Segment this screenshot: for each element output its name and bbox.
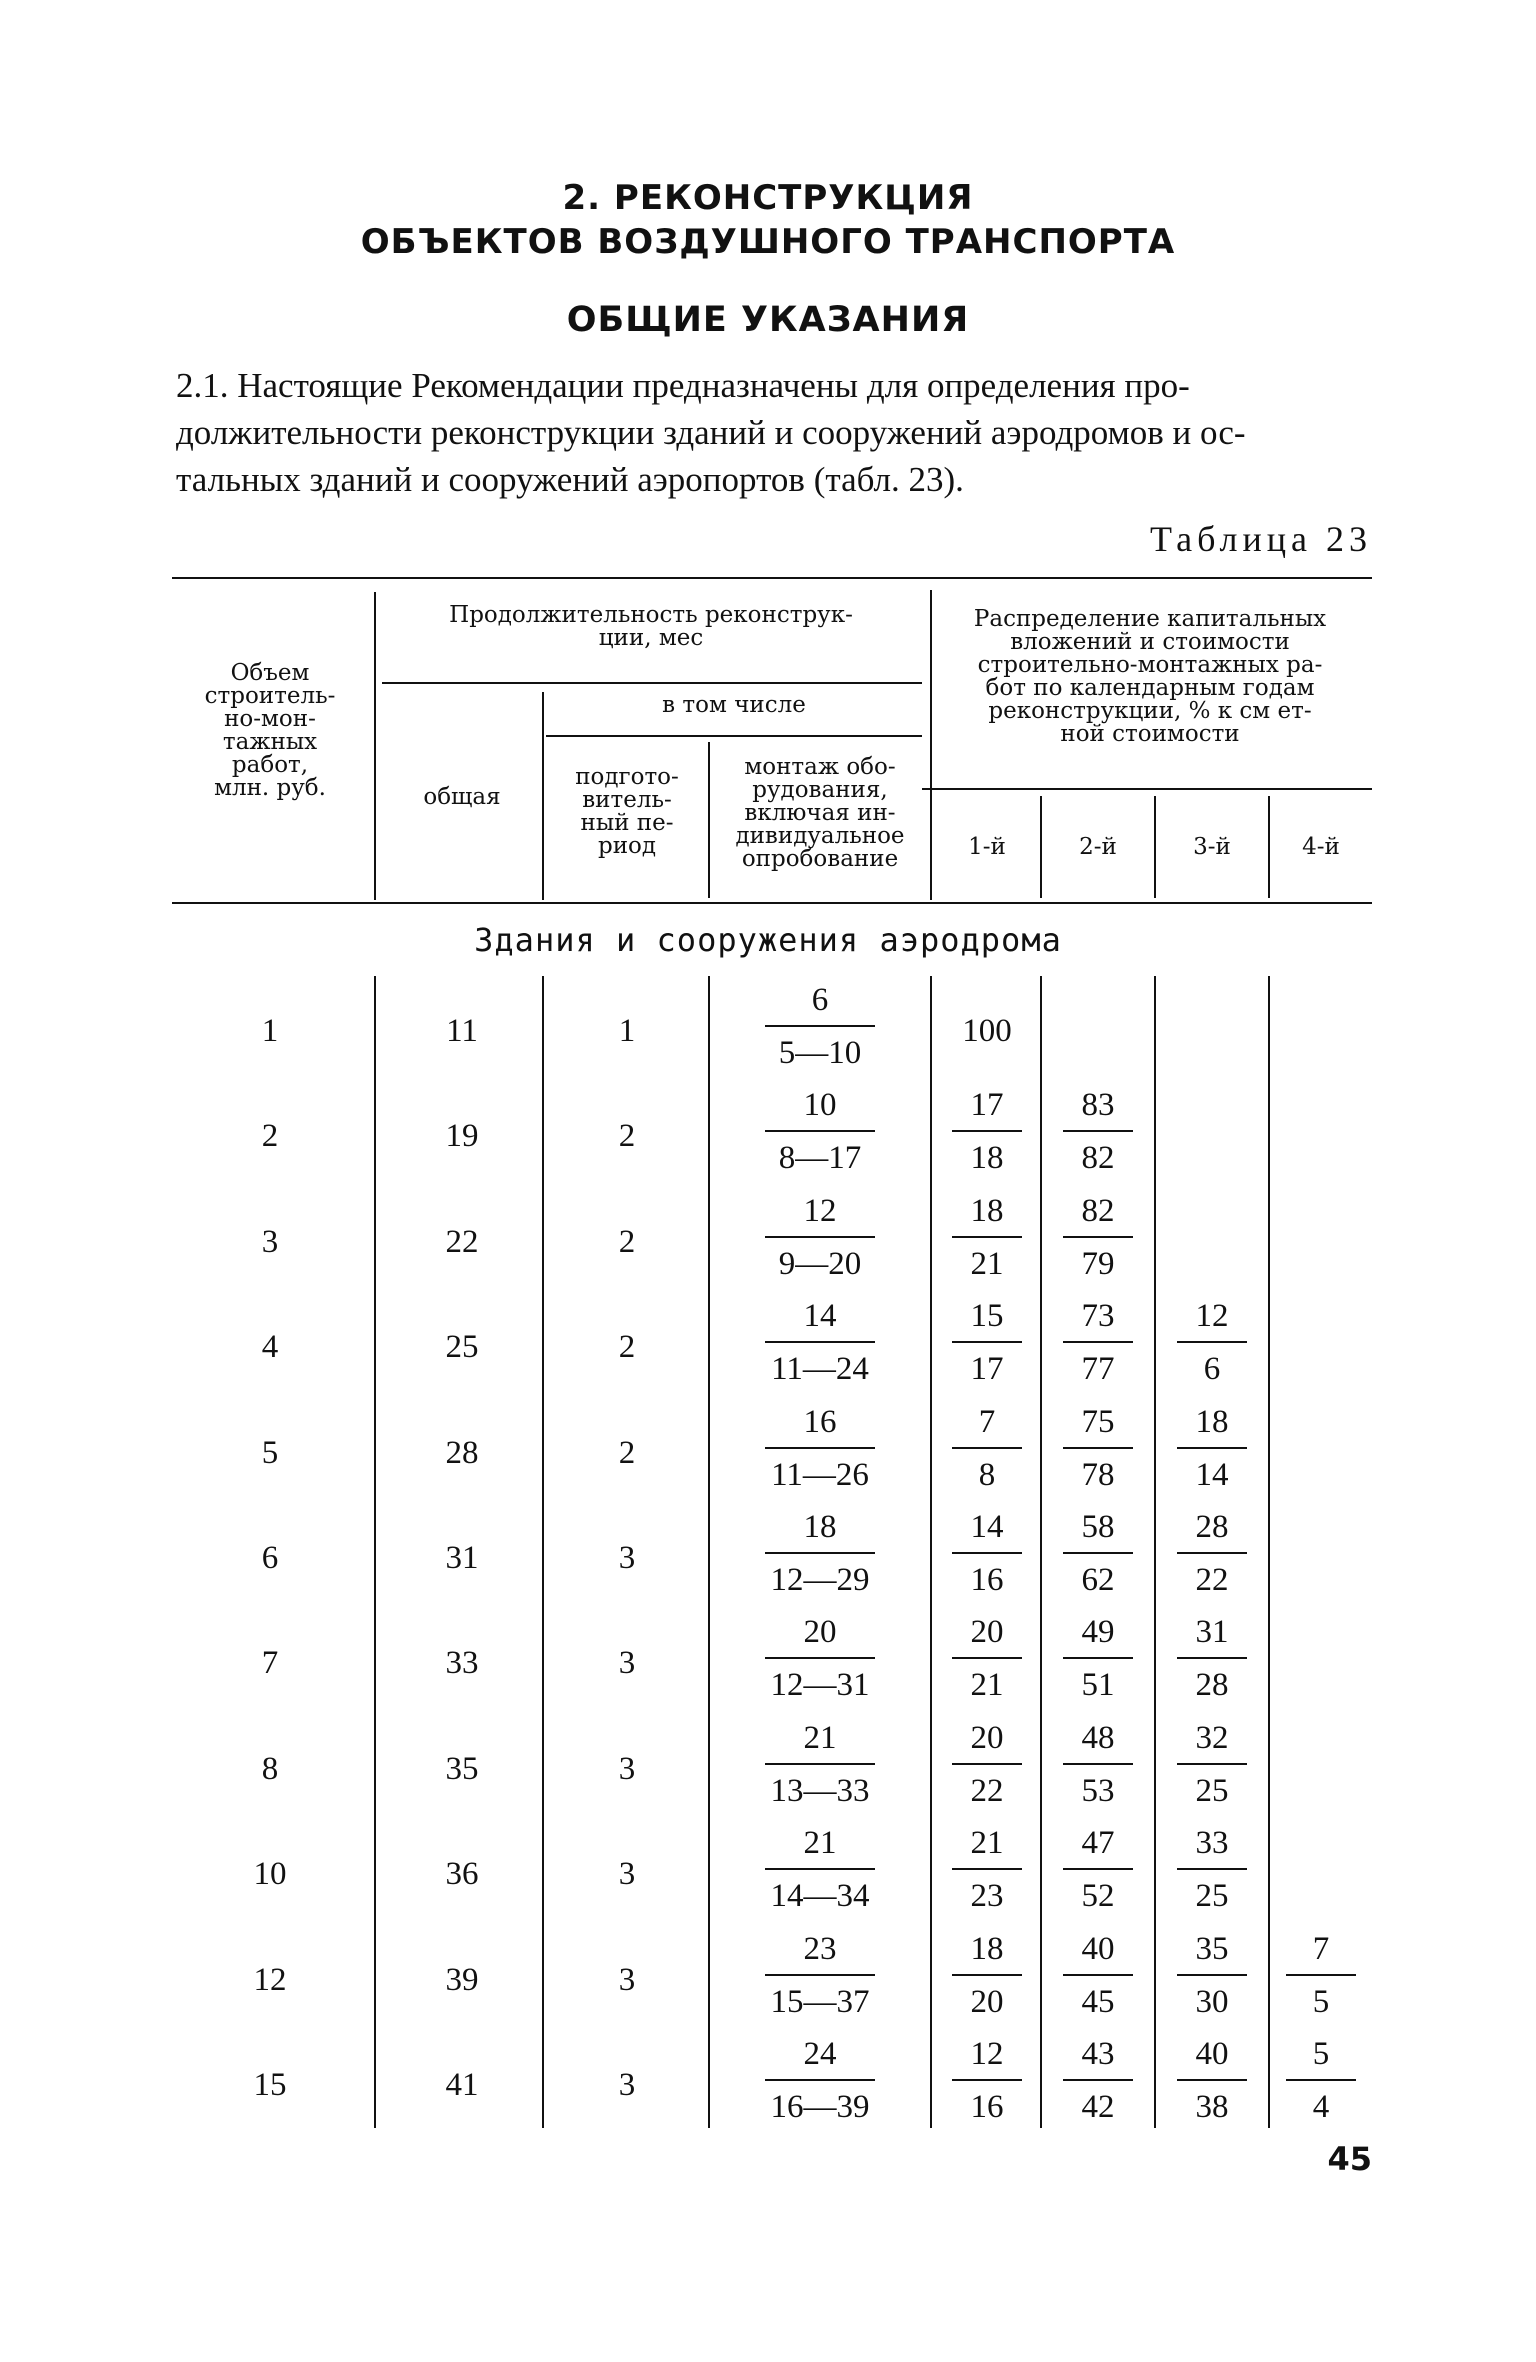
cell-numerator: 49: [1081, 1614, 1115, 1651]
cell-denominator: 78: [1081, 1456, 1115, 1493]
cell-numerator: 40: [1081, 1930, 1115, 1967]
column-divider: [1154, 796, 1156, 898]
cell-denominator: 25: [1195, 1772, 1229, 1809]
table-section-title: Здания и сооружения аэродрома: [474, 921, 1062, 959]
cell-y1: [934, 1827, 1040, 1913]
cell-numerator: 24: [803, 2036, 837, 2072]
cell-numerator: 20: [970, 1614, 1004, 1651]
cell-denominator: 12—29: [770, 1562, 870, 1598]
header-text-line: Распределение капитальных: [973, 606, 1327, 632]
cell-numerator: 5: [1312, 2036, 1330, 2072]
header-including: [546, 694, 922, 717]
cell-denominator: 16: [970, 1562, 1004, 1598]
paragraph-line: тальных зданий и сооружений аэропортов (табл. 23).: [176, 460, 964, 499]
cell-prep: 2: [618, 1329, 636, 1366]
cell-denominator: 51: [1081, 1667, 1115, 1704]
cell-denominator: 42: [1081, 2089, 1115, 2125]
cell-prep: 2: [618, 1118, 636, 1155]
header-distribution: [928, 608, 1372, 746]
cell-y3: [1156, 1511, 1268, 1597]
cell-numerator: 58: [1081, 1509, 1115, 1545]
cell-denominator: 14: [1195, 1456, 1229, 1493]
cell-y3: [1156, 1300, 1268, 1386]
cell-denominator: 5—10: [778, 1035, 862, 1071]
header-text-line: подгото-: [575, 764, 679, 790]
header-text-line: реконструкции, % к см ет-: [988, 698, 1312, 724]
cell-y1: [934, 1511, 1040, 1597]
cell-denominator: 12—31: [770, 1667, 870, 1704]
cell-denominator: 13—33: [770, 1772, 870, 1809]
cell-y2: [1042, 1089, 1154, 1175]
cell-volume: 8: [261, 1750, 279, 1787]
cell-volume: 12: [253, 1961, 287, 1998]
header-text-line: но-мон-: [224, 706, 316, 732]
cell-denominator: 11—26: [771, 1456, 869, 1493]
cell-volume: 15: [253, 2067, 287, 2103]
cell-denominator: 16—39: [770, 2089, 870, 2125]
cell-numerator: 18: [970, 1192, 1004, 1229]
cell-numerator: 7: [978, 1403, 996, 1440]
cell-prep: 3: [618, 1540, 636, 1576]
table-caption: Таблица 23: [1150, 519, 1372, 559]
cell-numerator: 21: [970, 1825, 1004, 1862]
cell-denominator: 28: [1195, 1667, 1229, 1704]
cell-y1: [934, 1616, 1040, 1702]
header-text-line: строитель-: [204, 683, 336, 709]
cell-total: 31: [445, 1540, 479, 1576]
header-text-line: ный пе-: [580, 810, 674, 836]
cell-y2: [1042, 1511, 1154, 1597]
cell-numerator: 16: [803, 1403, 837, 1440]
cell-numerator: 43: [1081, 2036, 1115, 2072]
cell-volume: 2: [261, 1118, 279, 1155]
header-text-line: в том числе: [662, 692, 806, 718]
cell-numerator: 21: [803, 1719, 837, 1756]
paragraph-line: должительности реконструкции зданий и сооружений аэродромов и ос-: [176, 413, 1246, 452]
cell-install: [712, 984, 928, 1070]
cell-install: [712, 1616, 928, 1702]
cell-prep: 3: [618, 1645, 636, 1682]
header-rule: [382, 682, 922, 684]
column-divider: [930, 976, 932, 2128]
cell-total: 33: [445, 1645, 479, 1682]
cell-numerator: 20: [970, 1719, 1004, 1756]
cell-numerator: 17: [970, 1087, 1004, 1124]
cell-y4: [1270, 1930, 1372, 2020]
header-duration: [386, 604, 916, 650]
cell-numerator: 14: [803, 1298, 837, 1335]
cell-y3: [1156, 2038, 1268, 2124]
cell-numerator: 18: [970, 1930, 1004, 1967]
cell-total: 39: [445, 1961, 479, 1998]
cell-y4: [1270, 2038, 1372, 2124]
header-text-line: работ,: [231, 752, 309, 778]
cell-denominator: 14—34: [770, 1878, 870, 1915]
header-text-line: риод: [597, 833, 657, 859]
cell-numerator: 73: [1081, 1298, 1115, 1335]
cell-numerator: 31: [1195, 1614, 1229, 1651]
cell-denominator: 53: [1081, 1772, 1115, 1809]
cell-denominator: 5: [1312, 1983, 1330, 2020]
column-divider: [1040, 796, 1042, 898]
cell-volume: 4: [261, 1329, 279, 1366]
header-text-line: тажных: [222, 729, 318, 755]
cell-y1: [934, 1192, 1040, 1282]
cell-denominator: 8—17: [778, 1140, 862, 1177]
header-year-2: 2-й: [1079, 834, 1117, 860]
cell-y2: [1042, 1300, 1154, 1386]
cell-y1: [934, 1015, 1040, 1056]
column-divider: [1154, 976, 1156, 2128]
cell-install: [712, 2038, 928, 2124]
cell-numerator: 18: [803, 1509, 837, 1545]
cell-y3: [1156, 1930, 1268, 2020]
cell-volume: 5: [261, 1434, 279, 1471]
cell-denominator: 23: [970, 1878, 1004, 1915]
cell-numerator: 35: [1195, 1930, 1229, 1967]
cell-numerator: 33: [1195, 1825, 1229, 1862]
cell-y1: [934, 1403, 1040, 1493]
header-text-line: Объем: [230, 660, 310, 686]
cell-denominator: 21: [970, 1245, 1004, 1282]
cell-y3: [1156, 1616, 1268, 1702]
header-rule: [546, 735, 922, 737]
cell-numerator: 14: [970, 1509, 1004, 1545]
cell-denominator: 25: [1195, 1878, 1229, 1915]
cell-total: 22: [445, 1223, 479, 1260]
header-installation: [712, 756, 928, 871]
cell-denominator: 6: [1203, 1351, 1221, 1388]
cell-numerator: 7: [1312, 1930, 1330, 1967]
cell-denominator: 16: [970, 2089, 1004, 2125]
cell-total: 25: [445, 1329, 479, 1366]
column-divider: [1268, 796, 1270, 898]
header-year-1: 1-й: [968, 834, 1006, 860]
cell-total: 19: [445, 1118, 479, 1155]
cell-numerator: 23: [803, 1930, 837, 1967]
cell-y2: [1042, 1616, 1154, 1702]
cell-numerator: 12: [970, 2036, 1004, 2072]
cell-numerator: 48: [1081, 1719, 1115, 1756]
cell-total: 36: [445, 1856, 479, 1893]
cell-numerator: 32: [1195, 1719, 1229, 1756]
cell-prep: 3: [618, 1961, 636, 1998]
cell-y2: [1042, 1192, 1154, 1282]
cell-denominator: 62: [1081, 1562, 1115, 1598]
header-volume: [172, 662, 368, 800]
cell-prep: 2: [618, 1434, 636, 1471]
cell-denominator: 38: [1195, 2089, 1229, 2125]
cell-install: [712, 1511, 928, 1597]
cell-volume: 1: [261, 1013, 279, 1049]
column-divider: [708, 742, 710, 898]
cell-denominator: 77: [1081, 1351, 1115, 1388]
cell-numerator: 18: [1195, 1403, 1229, 1440]
table-header-bottom-rule: [172, 902, 1372, 904]
cell-volume: 6: [261, 1540, 279, 1576]
subheading: ОБЩИЕ УКАЗАНИЯ: [566, 300, 970, 340]
column-divider: [1268, 976, 1270, 2128]
header-text-line: ной стоимости: [1060, 721, 1240, 747]
cell-install: [712, 1930, 928, 2020]
header-text-line: дивидуальное: [735, 823, 905, 849]
cell-numerator: 12: [803, 1192, 837, 1229]
cell-numerator: 75: [1081, 1403, 1115, 1440]
cell-y2: [1042, 1403, 1154, 1493]
cell-denominator: 52: [1081, 1878, 1115, 1915]
cell-install: [712, 1403, 928, 1493]
cell-denominator: 11—24: [771, 1351, 869, 1388]
cell-denominator: 45: [1081, 1983, 1115, 2020]
intro-paragraph: [176, 362, 1372, 503]
cell-y1: [934, 2038, 1040, 2124]
cell-numerator: 15: [970, 1298, 1004, 1335]
cell-volume: 7: [261, 1645, 279, 1682]
page-number: 45: [1327, 2140, 1372, 2178]
header-total: [382, 786, 542, 809]
column-divider: [708, 976, 710, 2128]
cell-denominator: 8: [978, 1456, 996, 1493]
cell-denominator: 15—37: [770, 1983, 870, 2020]
cell-numerator: 40: [1195, 2036, 1229, 2072]
cell-numerator: 47: [1081, 1825, 1115, 1862]
cell-numerator: 10: [803, 1087, 837, 1124]
cell-y1: [934, 1300, 1040, 1386]
column-divider: [930, 590, 932, 900]
cell-y1: [934, 1719, 1040, 1809]
cell-numerator: 82: [1081, 1192, 1115, 1229]
paragraph-line: 2.1. Настоящие Рекомендации предназначены для определения про-: [176, 366, 1190, 405]
section-heading-line2: ОБЪЕКТОВ ВОЗДУШНОГО ТРАНСПОРТА: [360, 222, 1176, 262]
header-text-line: общая: [423, 784, 501, 810]
header-year-3: 3-й: [1193, 834, 1231, 860]
header-text-line: включая ин-: [744, 800, 896, 826]
cell-volume: 3: [261, 1223, 279, 1260]
cell-numerator: 6: [811, 982, 829, 1018]
cell-y1: [934, 1930, 1040, 2020]
column-divider: [374, 592, 376, 900]
cell-total: 35: [445, 1750, 479, 1787]
column-divider: [542, 692, 544, 900]
header-text-line: монтаж обо-: [744, 754, 896, 780]
header-prep-period: [546, 766, 708, 858]
cell-denominator: 4: [1312, 2089, 1330, 2125]
cell-numerator: 28: [1195, 1509, 1229, 1545]
column-divider: [1040, 976, 1042, 2128]
cell-denominator: 9—20: [778, 1245, 862, 1282]
header-text-line: опробование: [741, 846, 899, 872]
cell-total: 11: [446, 1013, 478, 1049]
cell-install: [712, 1300, 928, 1386]
cell-y3: [1156, 1719, 1268, 1809]
header-text-line: бот по календарным годам: [985, 675, 1315, 701]
cell-numerator: 83: [1081, 1087, 1115, 1124]
cell-y2: [1042, 1930, 1154, 2020]
cell-y3: [1156, 1403, 1268, 1493]
cell-y2: [1042, 1719, 1154, 1809]
cell-denominator: 22: [970, 1772, 1004, 1809]
cell-denominator: 82: [1081, 1140, 1115, 1177]
cell-numerator: 12: [1195, 1298, 1229, 1335]
cell-denominator: 17: [970, 1351, 1004, 1388]
cell-y1: [934, 1089, 1040, 1175]
cell-prep: 3: [618, 1750, 636, 1787]
cell-denominator: 30: [1195, 1983, 1229, 2020]
cell-numerator: 21: [803, 1825, 837, 1862]
cell-denominator: 21: [970, 1667, 1004, 1704]
cell-y2: [1042, 2038, 1154, 2124]
cell-numerator: 100: [962, 1013, 1012, 1049]
header-text-line: вложений и стоимости: [1010, 629, 1290, 655]
cell-install: [712, 1719, 928, 1809]
table-top-rule: [172, 577, 1372, 579]
cell-install: [712, 1827, 928, 1913]
column-divider: [374, 976, 376, 2128]
cell-prep: 3: [618, 2067, 636, 2103]
cell-volume: 10: [253, 1856, 287, 1893]
header-text-line: рудования,: [752, 777, 888, 803]
cell-denominator: 20: [970, 1983, 1004, 2020]
cell-denominator: 79: [1081, 1245, 1115, 1282]
column-divider: [542, 976, 544, 2128]
header-year-4: 4-й: [1302, 834, 1340, 860]
cell-denominator: 22: [1195, 1562, 1229, 1598]
header-text-line: витель-: [582, 787, 672, 813]
header-text-line: строительно-монтажных ра-: [977, 652, 1323, 678]
cell-prep: 1: [618, 1013, 636, 1049]
header-text-line: Продолжительность реконструк-: [449, 602, 853, 628]
cell-prep: 3: [618, 1856, 636, 1893]
cell-denominator: 18: [970, 1140, 1004, 1177]
cell-install: [712, 1089, 928, 1175]
cell-prep: 2: [618, 1223, 636, 1260]
cell-y3: [1156, 1827, 1268, 1913]
section-heading: 2. РЕКОНСТРУКЦИЯ: [562, 178, 974, 218]
cell-y2: [1042, 1827, 1154, 1913]
cell-total: 41: [445, 2067, 479, 2103]
header-text-line: млн. руб.: [214, 775, 326, 801]
header-rule: [922, 788, 1372, 790]
cell-install: [712, 1192, 928, 1282]
cell-total: 28: [445, 1434, 479, 1471]
header-text-line: ции, мес: [598, 625, 704, 651]
cell-numerator: 20: [803, 1614, 837, 1651]
